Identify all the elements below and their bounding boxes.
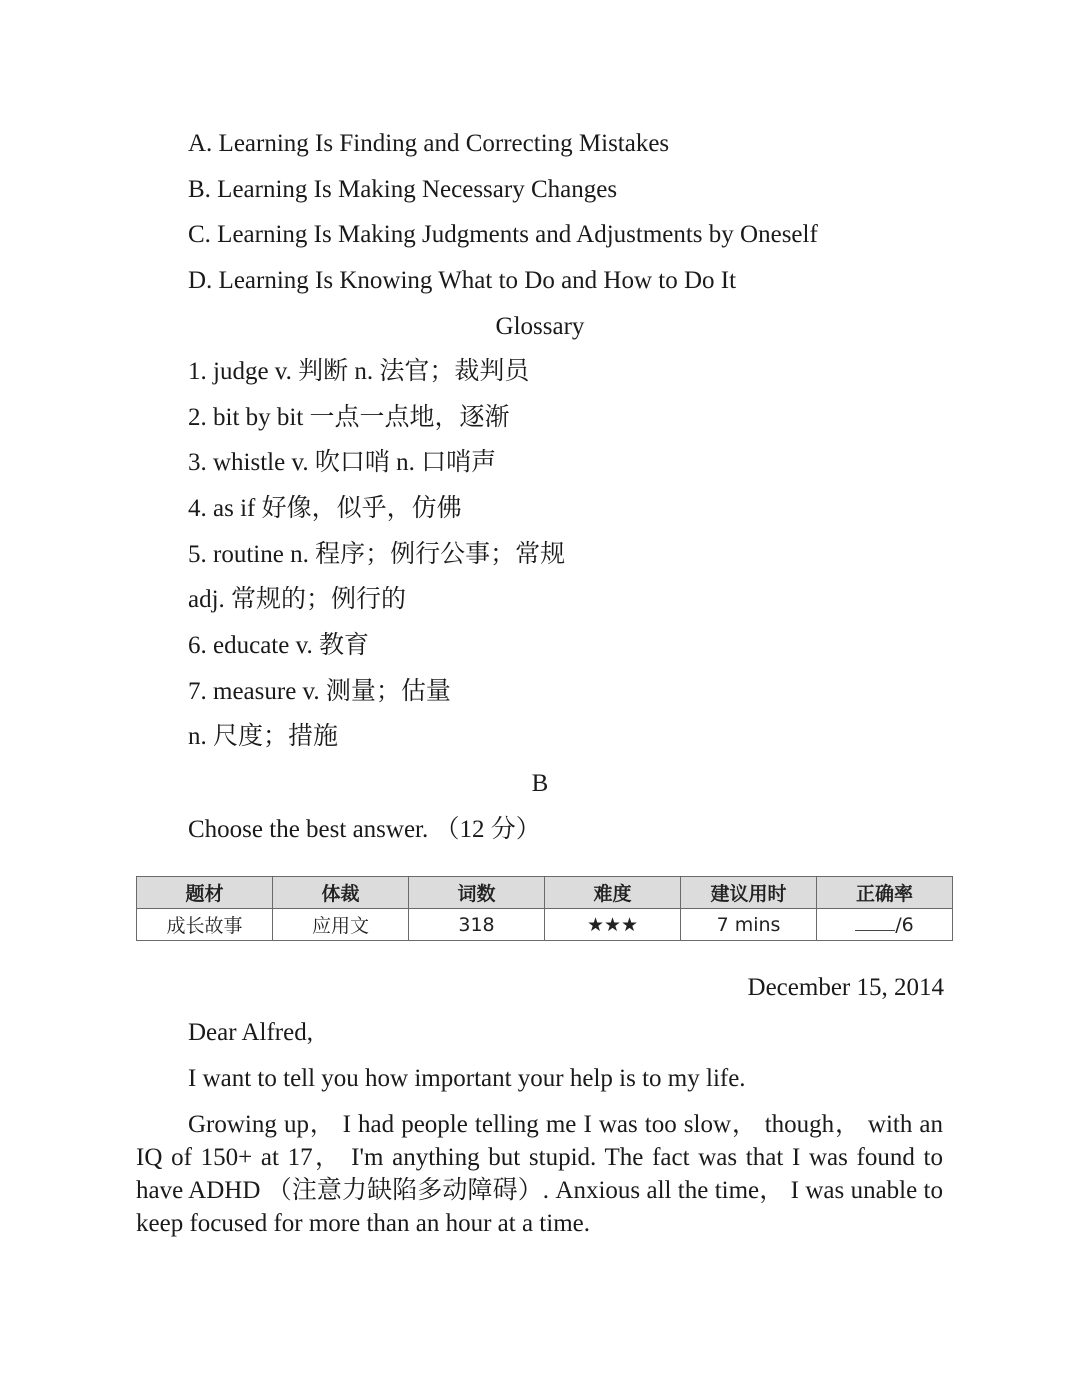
glossary-item: 2. bit by bit 一点一点地，逐渐: [188, 404, 510, 431]
letter-paragraph: Growing up， I had people telling me I was too slow， though， with an IQ of 150+ at 17， I'm anything but stupid. The fact was that I was found to have ADHD （注意力缺陷多动障碍）. Anxious all the time， I was unable to keep focused for more than an hour at a time.: [136, 1111, 943, 1237]
glossary-item: 1. judge v. 判断 n. 法官；裁判员: [188, 358, 530, 385]
table-header-cell: 正确率: [817, 877, 953, 909]
section-instruction: Choose the best answer. （12 分）: [188, 816, 541, 843]
table-header-cell: 建议用时: [681, 877, 817, 909]
option-a: A. Learning Is Finding and Correcting Mistakes: [188, 130, 670, 157]
option-c: C. Learning Is Making Judgments and Adjustments by Oneself: [188, 221, 818, 248]
glossary-item: adj. 常规的；例行的: [188, 586, 407, 613]
difficulty-stars: ★★★: [545, 909, 681, 941]
glossary-item: 3. whistle v. 吹口哨 n. 口哨声: [188, 449, 497, 476]
glossary-item: 4. as if 好像，似乎，仿佛: [188, 495, 462, 522]
table-header-row: [137, 877, 953, 909]
table-header-cell: 难度: [545, 877, 681, 909]
table-header-cell: 题材: [137, 877, 273, 909]
table-cell: 成长故事: [137, 909, 273, 941]
accuracy-total: /6: [895, 913, 914, 936]
letter-date: December 15, 2014: [747, 974, 944, 1001]
table-row: [137, 909, 953, 941]
glossary-item: 7. measure v. 测量；估量: [188, 678, 451, 705]
answer-blank[interactable]: [855, 914, 895, 931]
glossary-item: n. 尺度；措施: [188, 723, 339, 750]
option-d: D. Learning Is Knowing What to Do and How to Do It: [188, 267, 737, 294]
accuracy-cell: [817, 909, 953, 941]
option-b: B. Learning Is Making Necessary Changes: [188, 176, 618, 203]
table-cell: 318: [409, 909, 545, 941]
table-header-cell: 体裁: [273, 877, 409, 909]
letter-paragraph: I want to tell you how important your help is to my life.: [188, 1065, 746, 1092]
glossary-title: Glossary: [495, 313, 585, 340]
table-cell: 应用文: [273, 909, 409, 941]
glossary-item: 6. educate v. 教育: [188, 632, 369, 659]
letter-salutation: Dear Alfred,: [188, 1019, 313, 1046]
section-heading: B: [531, 770, 549, 797]
glossary-item: 5. routine n. 程序；例行公事；常规: [188, 541, 566, 568]
table-cell: 7 mins: [681, 909, 817, 941]
table-header-cell: 词数: [409, 877, 545, 909]
reading-info-table: [136, 876, 953, 941]
